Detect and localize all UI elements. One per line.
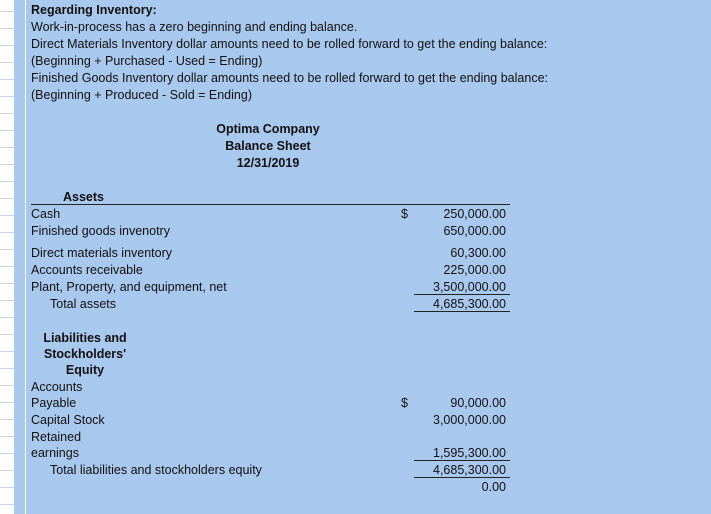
- gutter-row-line: [0, 198, 14, 199]
- accounts-payable-label: Accounts: [31, 380, 83, 394]
- asset-value-accounts-receivable: 225,000.00: [443, 263, 506, 277]
- gutter-row-line: [0, 504, 14, 505]
- total-liabilities-label: Total liabilities and stockholders equity: [50, 463, 262, 477]
- gutter-row-line: [0, 45, 14, 46]
- statement-date: 12/31/2019: [236, 156, 300, 170]
- gutter-row-line: [0, 96, 14, 97]
- gutter-row-line: [0, 368, 14, 369]
- gutter-row-line: [0, 300, 14, 301]
- gutter-row-line: [0, 215, 14, 216]
- retained-earnings-value: 1,595,300.00: [433, 446, 506, 460]
- asset-value-cash: 250,000.00: [443, 207, 506, 221]
- note-line: Direct Materials Inventory dollar amounts need to be rolled forward to get the ending balance:: [31, 37, 548, 51]
- gutter-row-line: [0, 470, 14, 471]
- gutter-row-line: [0, 402, 14, 403]
- total-rule: [414, 311, 510, 312]
- liabilities-heading: Liabilities and: [43, 331, 127, 345]
- total-assets-value: 4,685,300.00: [433, 297, 506, 311]
- accounts-payable-value: 90,000.00: [450, 396, 506, 410]
- gutter-row-line: [0, 62, 14, 63]
- asset-value-ppe: 3,500,000.00: [433, 280, 506, 294]
- gutter-row-line: [0, 79, 14, 80]
- note-line: Work-in-process has a zero beginning and ending balance.: [31, 20, 358, 34]
- asset-value-finished-goods: 650,000.00: [443, 224, 506, 238]
- liabilities-heading: Stockholders': [43, 347, 127, 361]
- note-line: Finished Goods Inventory dollar amounts need to be rolled forward to get the ending balance:: [31, 71, 548, 85]
- gutter-row-line: [0, 385, 14, 386]
- gutter-row-line: [0, 181, 14, 182]
- gutter-row-line: [0, 436, 14, 437]
- gutter-row-line: [0, 487, 14, 488]
- total-liabilities-value: 4,685,300.00: [433, 463, 506, 477]
- gutter-row-line: [0, 28, 14, 29]
- retained-earnings-label: Retained: [31, 430, 82, 444]
- gutter-row-line: [0, 266, 14, 267]
- statement-title: Balance Sheet: [225, 139, 311, 153]
- subtotal-rule: [414, 294, 510, 295]
- asset-value-direct-materials: 60,300.00: [450, 246, 506, 260]
- capital-stock-value: 3,000,000.00: [433, 413, 506, 427]
- gutter-row-line: [0, 453, 14, 454]
- gutter-row-line: [0, 419, 14, 420]
- gutter-row-line: [0, 317, 14, 318]
- gutter-row-line: [0, 113, 14, 114]
- total-assets-label: Total assets: [50, 297, 117, 311]
- note-line: (Beginning + Purchased - Used = Ending): [31, 54, 263, 68]
- gutter-row-line: [0, 130, 14, 131]
- liabilities-heading: Equity: [65, 363, 105, 377]
- accounts-payable-label: Payable: [31, 396, 77, 410]
- asset-label-accounts-receivable: Accounts receivable: [31, 263, 143, 277]
- gutter-row-line: [0, 283, 14, 284]
- subtotal-rule: [414, 460, 510, 461]
- currency-symbol: $: [401, 207, 408, 221]
- gutter-row-line: [0, 11, 14, 12]
- assets-heading: Assets: [63, 190, 104, 204]
- gutter-row-line: [0, 351, 14, 352]
- asset-label-ppe: Plant, Property, and equipment, net: [31, 280, 227, 294]
- capital-stock-label: Capital Stock: [31, 413, 105, 427]
- assets-heading-rule: [31, 204, 510, 205]
- difference-value: 0.00: [481, 480, 506, 494]
- gutter-row-line: [0, 164, 14, 165]
- asset-label-cash: Cash: [31, 207, 61, 221]
- gutter-row-line: [0, 147, 14, 148]
- asset-label-direct-materials: Direct materials inventory: [31, 246, 173, 260]
- notes-heading: Regarding Inventory:: [31, 3, 157, 17]
- asset-label-finished-goods: Finished goods invenotry: [31, 224, 170, 238]
- total-rule: [414, 477, 510, 478]
- column-separator: [25, 0, 26, 514]
- gutter-row-line: [0, 334, 14, 335]
- retained-earnings-label: earnings: [31, 446, 79, 460]
- gutter-row-line: [0, 232, 14, 233]
- gutter-row-line: [0, 249, 14, 250]
- note-line: (Beginning + Produced - Sold = Ending): [31, 88, 252, 102]
- currency-symbol: $: [401, 396, 408, 410]
- company-name: Optima Company: [216, 122, 320, 136]
